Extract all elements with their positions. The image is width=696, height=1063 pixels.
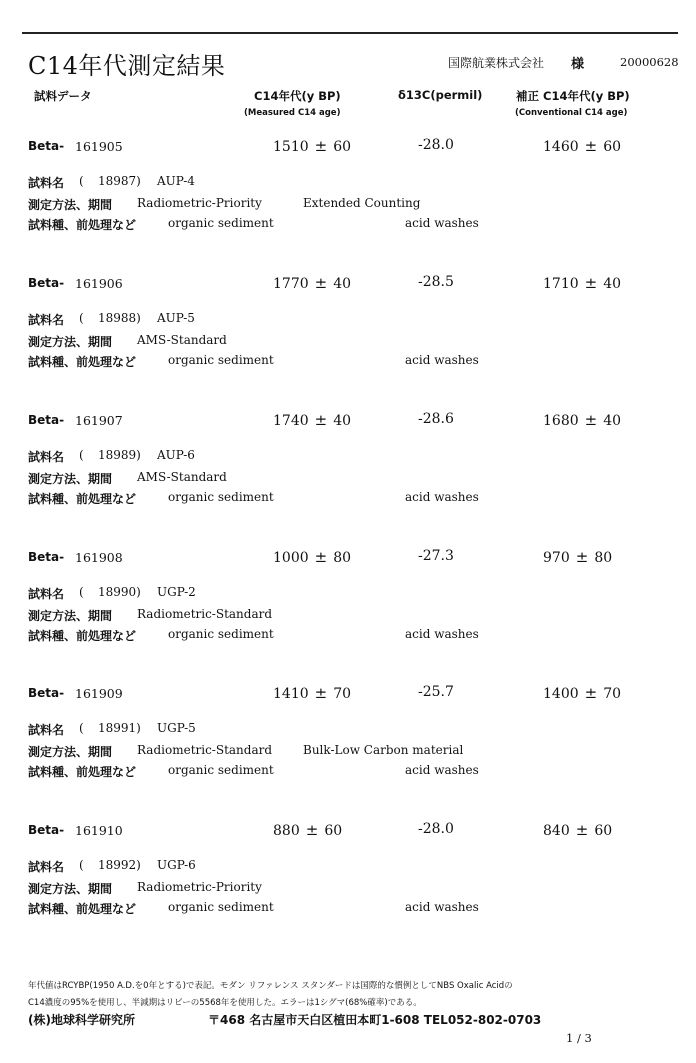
beta-id: 161908 — [75, 550, 123, 565]
top-rule — [22, 32, 678, 34]
plus-minus: ± — [584, 137, 598, 155]
c14-age — [273, 684, 351, 702]
method-label: 測定方法、期間 — [28, 745, 113, 759]
method-label: 測定方法、期間 — [28, 335, 113, 349]
age-value: 1510 — [273, 139, 309, 155]
sample-number: 18987) — [98, 174, 141, 188]
sample-name-label: 試料名 — [28, 313, 65, 327]
record-result-line — [0, 821, 696, 841]
sample-name-paren: ( — [79, 585, 84, 599]
sample-name-label: 試料名 — [28, 723, 65, 737]
d13c-value: -27.3 — [418, 548, 454, 564]
sample-name-paren: ( — [79, 858, 84, 872]
beta-label: Beta- — [28, 550, 65, 564]
plus-minus: ± — [575, 548, 589, 566]
method-note: Extended Counting — [303, 196, 421, 210]
method-label: 測定方法、期間 — [28, 609, 113, 623]
d13c-value: -28.5 — [418, 274, 454, 290]
pretreat-value: acid washes — [405, 900, 479, 914]
plus-minus: ± — [314, 137, 328, 155]
honorific: 様 — [571, 57, 585, 72]
sample-number: 18992) — [98, 858, 141, 872]
sample-name-label: 試料名 — [28, 176, 65, 190]
footer-note-2: C14濃度の95%を使用し、半減期はリビーの5568年を使用した。エラーは1シグマ(68%確率)である。 — [28, 998, 422, 1008]
record — [0, 821, 696, 958]
age-value: 1000 — [273, 550, 309, 566]
record — [0, 684, 696, 821]
age-value: 880 — [273, 823, 300, 839]
sample-name-paren: ( — [79, 448, 84, 462]
sample-code: UGP-6 — [157, 858, 196, 872]
beta-label: Beta- — [28, 139, 65, 153]
c14-age — [273, 548, 351, 566]
pretreat-value: acid washes — [405, 763, 479, 777]
pretreat-label: 試料種、前処理など — [28, 629, 137, 643]
method-note: Bulk-Low Carbon material — [303, 743, 464, 757]
method-value: Radiometric-Standard — [137, 607, 273, 621]
pretreat-value: acid washes — [405, 353, 479, 367]
method-value: Radiometric-Priority — [137, 880, 262, 894]
plus-minus: ± — [314, 548, 328, 566]
col-header-d13c: δ13C(permil) — [398, 88, 483, 102]
method-value: Radiometric-Priority — [137, 196, 262, 210]
plus-minus: ± — [314, 411, 328, 429]
sample-number: 18990) — [98, 585, 141, 599]
record-result-line — [0, 548, 696, 568]
sample-code: AUP-4 — [157, 174, 195, 188]
col-header-c14age: C14年代(y BP) — [254, 89, 341, 103]
sample-name-paren: ( — [79, 721, 84, 735]
col-header-c14age-sub: (Measured C14 age) — [244, 108, 341, 118]
beta-label: Beta- — [28, 413, 65, 427]
age-error: 40 — [333, 413, 352, 429]
age-error: 80 — [333, 550, 352, 566]
plus-minus: ± — [584, 684, 598, 702]
beta-id: 161906 — [75, 276, 123, 291]
page-number: 1 / 3 — [566, 1031, 592, 1045]
sample-name-label: 試料名 — [28, 587, 65, 601]
conv-value: 1460 — [543, 139, 579, 155]
method-value: AMS-Standard — [137, 333, 227, 347]
d13c-value: -28.0 — [418, 137, 454, 153]
conv-value: 840 — [543, 823, 570, 839]
age-error: 40 — [333, 276, 352, 292]
footer-note-1: 年代値はRCYBP(1950 A.D.を0年とする)で表記。モダン リファレンス スタンダードは国際的な慣例としてNBS Oxalic Acidの — [28, 981, 513, 991]
material-value: organic sediment — [168, 216, 274, 230]
sample-name-label: 試料名 — [28, 860, 65, 874]
method-label: 測定方法、期間 — [28, 882, 113, 896]
record — [0, 548, 696, 685]
conventional-age — [543, 548, 612, 566]
beta-id: 161907 — [75, 413, 123, 428]
plus-minus: ± — [584, 274, 598, 292]
report-date: 20000628 — [620, 55, 679, 69]
beta-label: Beta- — [28, 686, 65, 700]
pretreat-label: 試料種、前処理など — [28, 218, 137, 232]
conv-error: 40 — [603, 276, 622, 292]
c14-age — [273, 821, 342, 839]
record-result-line — [0, 684, 696, 704]
record-result-line — [0, 274, 696, 294]
conv-value: 1710 — [543, 276, 579, 292]
col-header-conv-sub: (Conventional C14 age) — [515, 108, 628, 118]
sample-code: UGP-2 — [157, 585, 196, 599]
beta-label: Beta- — [28, 823, 65, 837]
conv-error: 60 — [594, 823, 613, 839]
material-value: organic sediment — [168, 490, 274, 504]
age-error: 60 — [333, 139, 352, 155]
col-header-conv: 補正 C14年代(y BP) — [516, 89, 630, 103]
pretreat-value: acid washes — [405, 216, 479, 230]
age-error: 70 — [333, 686, 352, 702]
pretreat-value: acid washes — [405, 627, 479, 641]
age-error: 60 — [324, 823, 343, 839]
sample-name-paren: ( — [79, 174, 84, 188]
plus-minus: ± — [584, 411, 598, 429]
plus-minus: ± — [575, 821, 589, 839]
plus-minus: ± — [305, 821, 319, 839]
age-value: 1740 — [273, 413, 309, 429]
age-value: 1770 — [273, 276, 309, 292]
plus-minus: ± — [314, 684, 328, 702]
client-company: 国際航業株式会社 — [448, 56, 545, 70]
sample-name-paren: ( — [79, 311, 84, 325]
conv-error: 70 — [603, 686, 622, 702]
conv-error: 60 — [603, 139, 622, 155]
conventional-age — [543, 274, 621, 292]
material-value: organic sediment — [168, 900, 274, 914]
pretreat-value: acid washes — [405, 490, 479, 504]
d13c-value: -25.7 — [418, 684, 454, 700]
beta-id: 161910 — [75, 823, 123, 838]
pretreat-label: 試料種、前処理など — [28, 492, 137, 506]
d13c-value: -28.0 — [418, 821, 454, 837]
conventional-age — [543, 411, 621, 429]
col-header-sample: 試料データ — [34, 89, 92, 103]
record — [0, 411, 696, 548]
record-result-line — [0, 411, 696, 431]
pretreat-label: 試料種、前処理など — [28, 355, 137, 369]
record-result-line — [0, 137, 696, 157]
conv-value: 970 — [543, 550, 570, 566]
conv-value: 1400 — [543, 686, 579, 702]
conventional-age — [543, 137, 621, 155]
sample-number: 18988) — [98, 311, 141, 325]
sample-number: 18991) — [98, 721, 141, 735]
beta-label: Beta- — [28, 276, 65, 290]
record — [0, 137, 696, 274]
conv-error: 80 — [594, 550, 613, 566]
pretreat-label: 試料種、前処理など — [28, 765, 137, 779]
method-label: 測定方法、期間 — [28, 472, 113, 486]
material-value: organic sediment — [168, 627, 274, 641]
conv-value: 1680 — [543, 413, 579, 429]
lab-address: 〒468 名古屋市天白区植田本町1-608 TEL052-802-0703 — [208, 1013, 542, 1027]
c14-age — [273, 411, 351, 429]
sample-code: AUP-5 — [157, 311, 195, 325]
material-value: organic sediment — [168, 353, 274, 367]
sample-code: AUP-6 — [157, 448, 195, 462]
page-title: C14年代測定結果 — [28, 52, 226, 80]
c14-age — [273, 274, 351, 292]
material-value: organic sediment — [168, 763, 274, 777]
conventional-age — [543, 684, 621, 702]
sample-code: UGP-5 — [157, 721, 196, 735]
plus-minus: ± — [314, 274, 328, 292]
c14-age — [273, 137, 351, 155]
pretreat-label: 試料種、前処理など — [28, 902, 137, 916]
method-value: Radiometric-Standard — [137, 743, 273, 757]
sample-name-label: 試料名 — [28, 450, 65, 464]
lab-name: (株)地球科学研究所 — [28, 1013, 135, 1027]
conventional-age — [543, 821, 612, 839]
conv-error: 40 — [603, 413, 622, 429]
record — [0, 274, 696, 411]
method-value: AMS-Standard — [137, 470, 227, 484]
method-label: 測定方法、期間 — [28, 198, 113, 212]
d13c-value: -28.6 — [418, 411, 454, 427]
beta-id: 161909 — [75, 686, 123, 701]
beta-id: 161905 — [75, 139, 123, 154]
sample-number: 18989) — [98, 448, 141, 462]
age-value: 1410 — [273, 686, 309, 702]
footer-notes — [28, 978, 668, 1012]
